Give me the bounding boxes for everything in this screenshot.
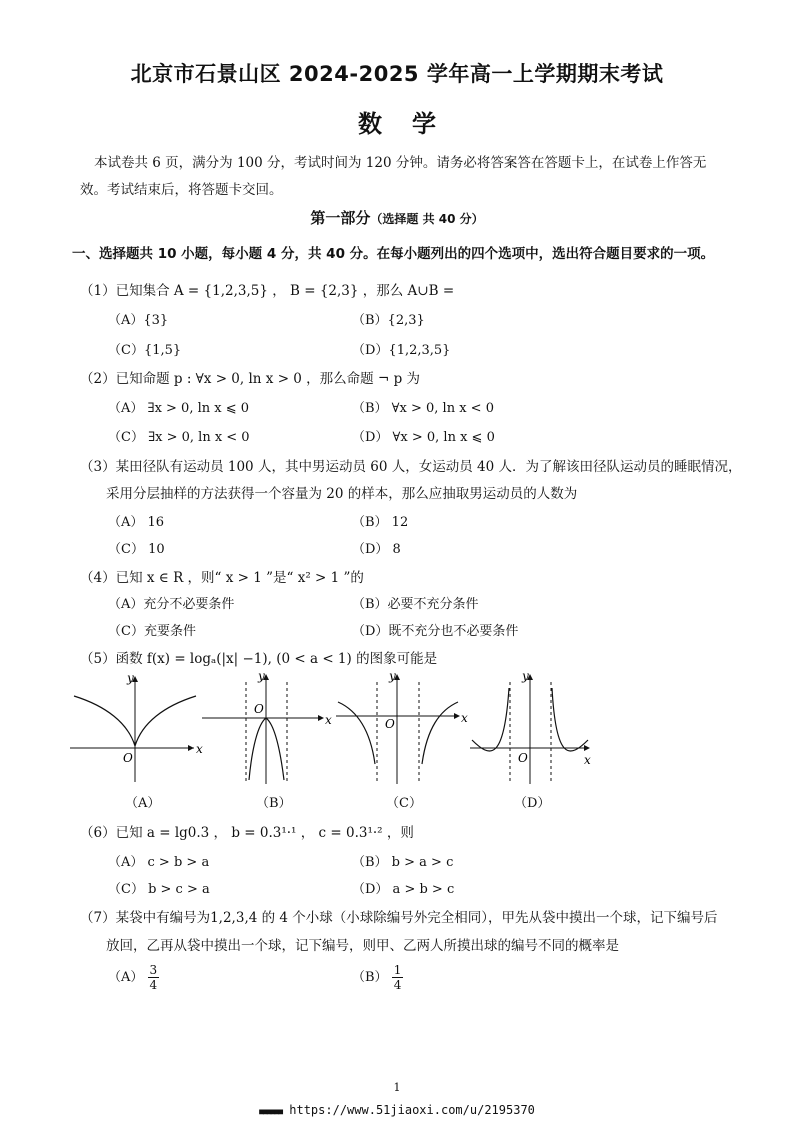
graph-d-y-label: y (522, 669, 529, 683)
fraction-numerator: 1 (393, 963, 402, 977)
graph-d-label: （D） (514, 796, 551, 811)
graph-c-origin: O (385, 717, 395, 731)
question-3-stem-line2: 采用分层抽样的方法获得一个容量为 20 的样本，那么应抽取男运动员的人数为 (106, 486, 578, 502)
part-one-title: 第一部分 (310, 209, 371, 227)
question-7-stem-line1: （7）某袋中有编号为1,2,3,4 的 4 个小球（小球除编号外完全相同），甲先从袋中摸出一个球，记下编号后 (80, 910, 718, 926)
question-2-stem: （2）已知命题 p : ∀x > 0, ln x > 0 ，那么命题 ¬ p 为 (80, 371, 420, 387)
question-1-option-b: （B）{2,3} (352, 313, 425, 328)
graph-a (70, 671, 203, 782)
graph-c-y-label: y (389, 669, 396, 683)
question-3-option-b: （B） 12 (352, 515, 409, 530)
graph-c (336, 669, 468, 784)
question-4-option-c: （C）充要条件 (108, 624, 196, 639)
question-6-option-a: （A） c > b > a (108, 855, 210, 870)
page-number: 1 (393, 1081, 401, 1094)
question-2-option-b: （B） ∀x > 0, ln x < 0 (352, 401, 494, 416)
graph-a-x-label: x (196, 742, 203, 756)
question-6-option-c: （C） b > c > a (108, 882, 210, 897)
question-7-option-a-fraction (148, 963, 160, 992)
exam-instructions: 本试卷共 6 页，满分为 100 分，考试时间为 120 分钟。请务必将答案答在答题卡上，在试卷上作答无效。考试结束后，将答题卡交回。 (80, 155, 707, 198)
footer-mark: ■■■■■■ (259, 1107, 283, 1116)
exam-subject: 数学 (358, 110, 466, 138)
question-1-stem: （1）已知集合 A = {1,2,3,5} ， B = {2,3} ，那么 A∪B = (80, 283, 455, 299)
question-5-stem: （5）函数 f(x) = logₐ(|x| −1), (0 < a < 1) 的图象可能是 (80, 651, 438, 667)
graph-d-x-label: x (584, 753, 591, 767)
question-7-option-a-label: （A） (108, 970, 144, 985)
part-one-heading (0, 207, 794, 228)
question-2-option-a: （A） ∃x > 0, ln x ⩽ 0 (108, 401, 250, 416)
exam-title: 北京市石景山区 2024-2025 学年高一上学期期末考试 (130, 62, 664, 86)
footer-source (0, 1103, 794, 1117)
question-2-option-c: （C） ∃x > 0, ln x < 0 (108, 430, 250, 445)
fraction-denominator: 4 (393, 978, 402, 992)
graph-b-y-label: y (258, 669, 265, 683)
question-6-stem: （6）已知 a = lg0.3 ， b = 0.3¹·¹ ， c = 0.3¹·² ，则 (80, 825, 414, 841)
section-instructions: 一、选择题共 10 小题，每小题 4 分，共 40 分。在每小题列出的四个选项中，选出符合题目要求的一项。 (72, 246, 715, 262)
graph-d (470, 669, 591, 784)
question-6-option-b: （B） b > a > c (352, 855, 454, 870)
question-3-option-c: （C） 10 (108, 542, 165, 557)
question-3-option-d: （D） 8 (352, 542, 401, 557)
graph-a-y-label: y (127, 671, 134, 685)
question-1-option-d: （D）{1,2,3,5} (352, 343, 451, 358)
graph-c-label: （C） (386, 796, 422, 811)
question-7-option-b-fraction (392, 963, 404, 992)
question-2-option-d: （D） ∀x > 0, ln x ⩽ 0 (352, 430, 495, 445)
footer-url-link[interactable]: https://www.51jiaoxi.com/u/2195370 (289, 1103, 535, 1117)
question-4-option-b: （B）必要不充分条件 (352, 597, 479, 612)
graph-d-origin: O (518, 751, 528, 765)
question-5-graphs (66, 668, 616, 786)
fraction-denominator: 4 (149, 978, 158, 992)
question-7-option-a (108, 963, 159, 992)
graph-b-x-label: x (325, 713, 332, 727)
graph-a-label: （A） (125, 796, 161, 811)
question-6-option-d: （D） a > b > c (352, 882, 455, 897)
graph-a-origin: O (123, 751, 133, 765)
question-3-option-a: （A） 16 (108, 515, 165, 530)
graph-b-origin: O (254, 702, 264, 716)
question-4-option-d: （D）既不充分也不必要条件 (352, 624, 519, 639)
fraction-numerator: 3 (149, 963, 158, 977)
graph-b-label: （B） (256, 796, 292, 811)
question-1-option-a: （A）{3} (108, 313, 169, 328)
question-7-option-b-label: （B） (352, 970, 388, 985)
question-4-stem: （4）已知 x ∈ R ，则“ x > 1 ”是“ x² > 1 ”的 (80, 570, 364, 586)
graph-b (202, 669, 332, 784)
graph-c-x-label: x (461, 711, 468, 725)
question-1-option-c: （C）{1,5} (108, 343, 182, 358)
question-3-stem-line1: （3）某田径队有运动员 100 人，其中男运动员 60 人，女运动员 40 人．为了解该田径队运动员的睡眠情况， (80, 459, 742, 475)
part-one-note: （选择题 共 40 分） (370, 212, 484, 226)
question-7-option-b (352, 963, 403, 992)
question-4-option-a: （A）充分不必要条件 (108, 597, 235, 612)
question-7-stem-line2: 放回，乙再从袋中摸出一个球，记下编号，则甲、乙两人所摸出球的编号不同的概率是 (106, 938, 619, 954)
